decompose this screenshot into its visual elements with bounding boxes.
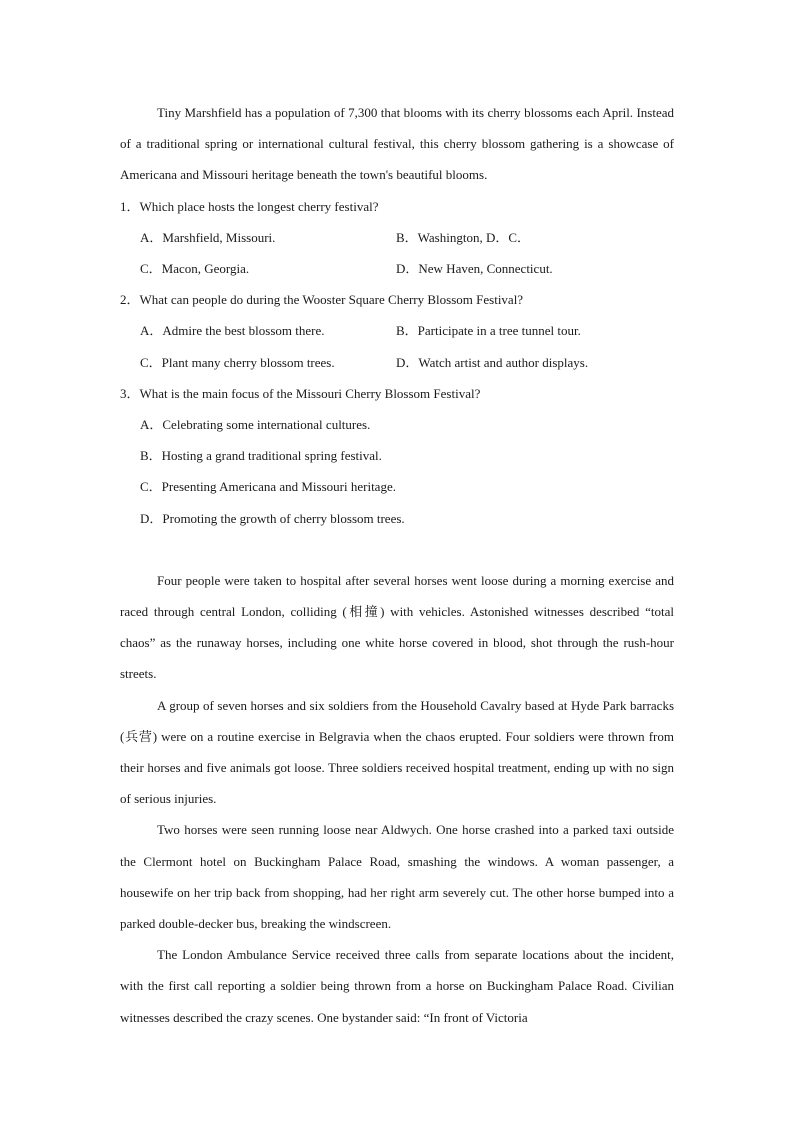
- question-3-stem: 3．What is the main focus of the Missouri Cherry Blossom Festival?: [120, 385, 481, 401]
- option-b: B．Hosting a grand traditional spring festival.: [140, 448, 382, 464]
- option-a: A．Celebrating some international cultures.: [140, 417, 371, 433]
- option-d: D．Promoting the growth of cherry blossom trees.: [140, 510, 405, 526]
- document-page: [120, 97, 674, 1033]
- question-2-stem: 2．What can people do during the Wooster Square Cherry Blossom Festival?: [120, 292, 524, 308]
- question-2: [120, 284, 674, 378]
- option-c: C．Plant many cherry blossom trees.: [140, 354, 335, 370]
- option-c: C．Presenting Americana and Missouri heritage.: [140, 479, 396, 495]
- question-3: [120, 378, 674, 534]
- passage2-paragraph-1: Four people were taken to hospital after several horses went loose during a morning exercise and raced through central London, colliding (相撞) with vehicles. Astonished witnesses described “total chaos” as the runaway horses, including one white horse covered in blood, shot through the rush-hour streets.: [120, 572, 674, 682]
- question-3-options: [120, 409, 674, 534]
- option-b: B．Washington, D．C．: [396, 229, 531, 245]
- option-a: A．Marshfield, Missouri.: [140, 229, 276, 245]
- passage2-paragraph-3: Two horses were seen running loose near Aldwych. One horse crashed into a parked taxi outside the Clermont hotel on Buckingham Palace Road, smashing the windows. A woman passenger, a housewife on her trip back from shopping, had her right arm severely cut. The other horse bumped into a parked double-decker bus, breaking the windscreen.: [120, 822, 674, 932]
- question-1: [120, 191, 674, 285]
- option-c: C．Macon, Georgia.: [140, 261, 250, 277]
- question-1-options: [120, 222, 674, 284]
- option-b: B．Participate in a tree tunnel tour.: [396, 323, 581, 339]
- option-a: A．Admire the best blossom there.: [140, 323, 325, 339]
- passage2-paragraph-4: The London Ambulance Service received three calls from separate locations about the incident, with the first call reporting a soldier being thrown from a horse on Buckingham Palace Road. Civilian witnesses described the crazy scenes. One bystander said: “In front of Victoria: [120, 947, 674, 1025]
- passage2-paragraph-2: A group of seven horses and six soldiers from the Household Cavalry based at Hyde Park barracks (兵营) were on a routine exercise in Belgravia when the chaos erupted. Four soldiers were thrown from their horses and five animals got loose. Three soldiers received hospital treatment, ending up with no sign of serious injuries.: [120, 697, 674, 807]
- question-2-options: [120, 315, 674, 377]
- option-d: D．New Haven, Connecticut.: [396, 261, 553, 277]
- section-gap: [120, 534, 674, 565]
- question-1-stem: 1．Which place hosts the longest cherry festival?: [120, 198, 379, 214]
- option-d: D．Watch artist and author displays.: [396, 354, 589, 370]
- passage1-paragraph: Tiny Marshfield has a population of 7,300 that blooms with its cherry blossoms each April. Instead of a traditional spring or international cultural festival, this cherry blossom gathering is a showcase of Americana and Missouri heritage beneath the town's beautiful blooms.: [120, 105, 674, 183]
